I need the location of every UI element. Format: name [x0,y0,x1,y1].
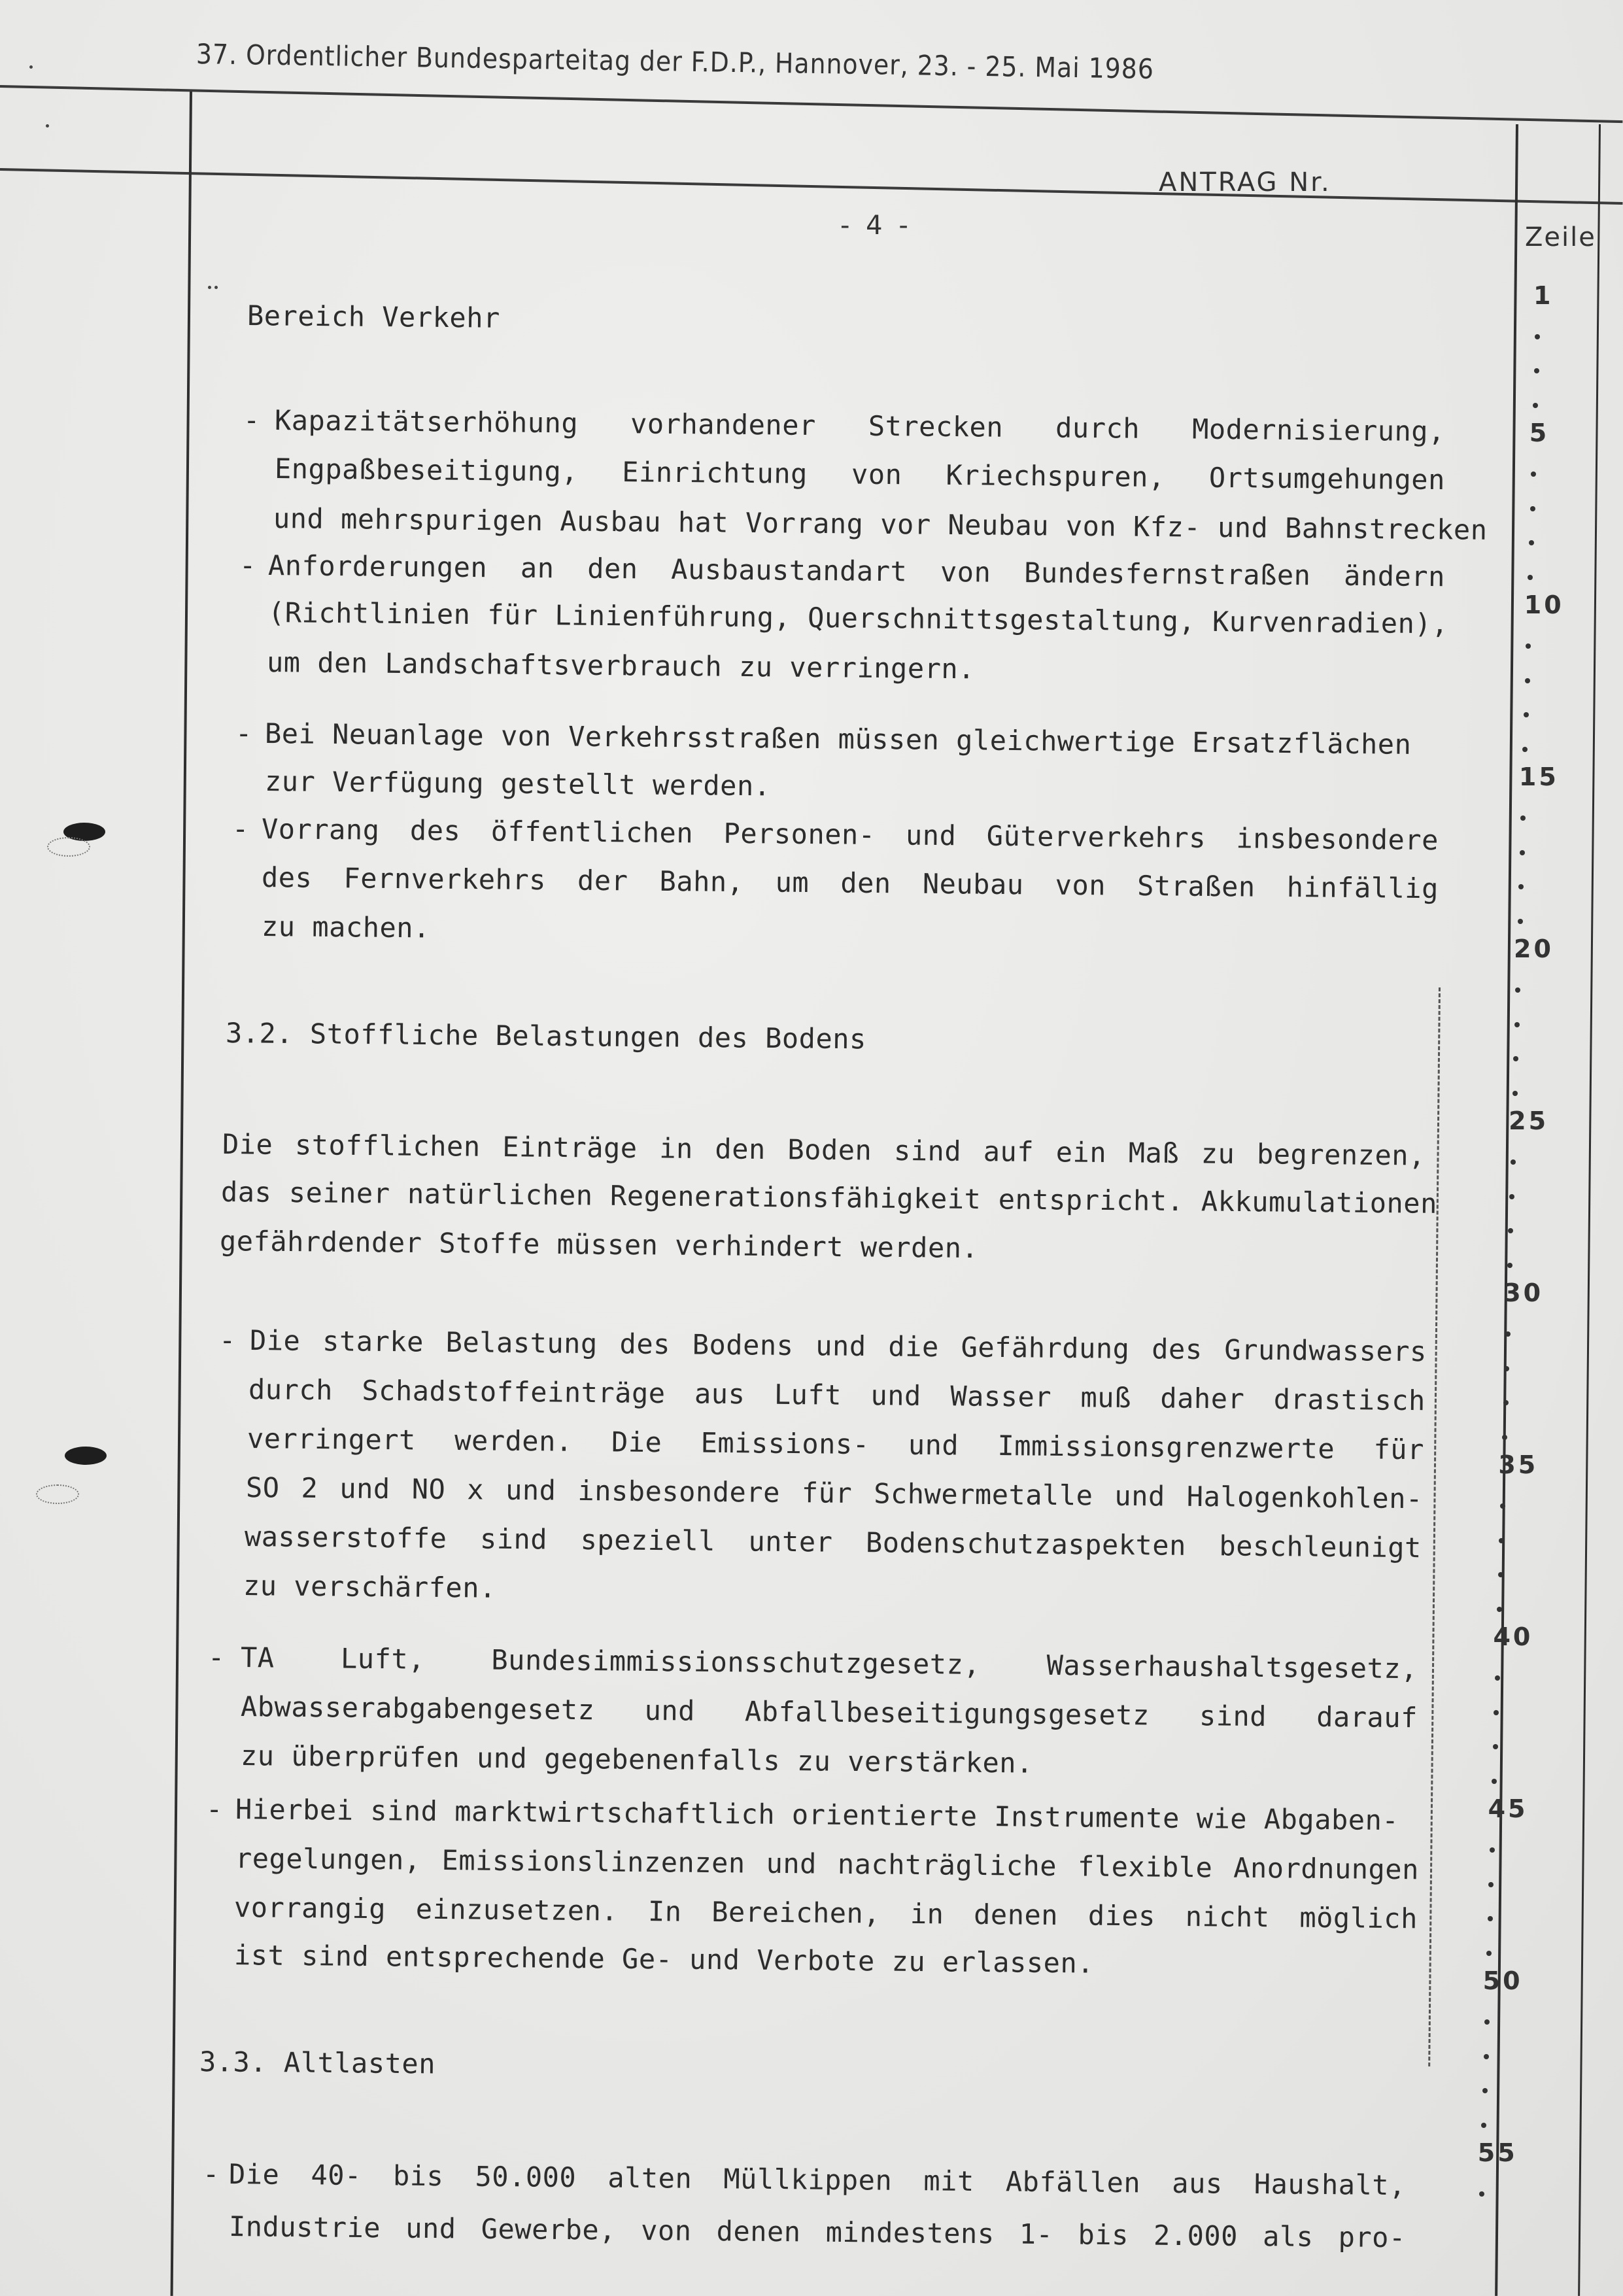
line-number-dot [1488,1916,1493,1921]
verkehr-item-line: des Fernverkehrs der Bahn, um den Neubau von Straßen hinfällig [261,861,1439,905]
section-3-3-item-line: Industrie und Gewerbe, von denen mindestens 1- bis 2.000 als pro- [228,2210,1407,2254]
verkehr-item-line: Kapazitätserhöhung vorhandener Strecken durch Modernisierung, [274,404,1446,448]
list-bullet: - [239,549,256,581]
line-number-dot [1534,368,1539,373]
punch-hole-shadow-bottom [36,1484,79,1504]
scan-speck [208,286,211,289]
line-number-dot [1514,1022,1520,1027]
section-3-2-item-line: zu überprüfen und gegebenenfalls zu verstärken. [240,1739,1034,1779]
line-number: 25 [1509,1106,1549,1136]
line-number-dot [1502,1435,1507,1440]
line-number-dot [1497,1607,1502,1612]
line-number-dot [1509,1194,1514,1199]
verkehr-item-line: und mehrspurigen Ausbau hat Vorrang vor Neubau von Kfz- und Bahnstrecken [273,502,1488,546]
line-number: 45 [1488,1794,1528,1824]
verkehr-item-line: Engpaßbeseitigung, Einrichtung von Kriechspuren, Ortsumgehungen [274,453,1446,496]
antrag-number-label: ANTRAG Nr. [1159,167,1331,197]
verkehr-item-line: um den Landschaftsverbrauch zu verringern. [266,646,976,685]
zeile-column-header: Zeile [1525,222,1596,252]
list-bullet: - [208,1641,225,1673]
verkehr-item-line: Anforderungen an den Ausbaustandart von Bundesfernstraßen ändern [267,549,1446,593]
line-number: 40 [1493,1622,1533,1652]
list-bullet: - [203,2158,220,2190]
line-number-dot [1488,1882,1494,1887]
section-3-2-item-line: regelungen, Emissionslinzenzen und nachträgliche flexible Anordnungen [235,1842,1420,1886]
section-3-2-item-line: Hierbei sind marktwirtschaftlich orientierte Instrumente wie Abgaben- [235,1793,1399,1837]
line-number-dot [1518,919,1523,924]
section-3-2-item-line: ist sind entsprechende Ge- und Verbote zu erlassen. [233,1939,1095,1979]
list-bullet: - [232,813,249,845]
section-3-2-item-line: SO 2 und NO x und insbesondere für Schwermetalle und Halogenkohlen- [245,1471,1424,1515]
scan-speck [214,286,218,289]
list-bullet: - [206,1793,223,1825]
scan-speck [29,65,33,69]
line-number-dot [1503,1400,1509,1405]
line-number: 55 [1477,2138,1518,2168]
line-number: 5 [1529,419,1550,448]
line-number-dot [1484,2054,1489,2059]
verkehr-item-line: (Richtlinien für Linienführung, Querschnittsgestaltung, Kurvenradien), [267,596,1449,640]
section-heading-3-3: 3.3. Altlasten [199,2046,436,2080]
section-3-2-item-line: Abwasserabgabengesetz und Abfallbeseitigungsgesetz sind darauf [240,1690,1418,1734]
section-3-3-item-line: Die 40- bis 50.000 alten Müllkippen mit Abfällen aus Haushalt, [228,2158,1407,2202]
line-number-dot [1495,1675,1500,1681]
line-number: 20 [1514,934,1554,964]
line-number-dot [1494,1710,1499,1715]
punch-hole-shadow-top [47,837,90,857]
section-3-2-item-line: TA Luft, Bundesimmissionsschutzgesetz, Wasserhaushaltsgesetz, [240,1641,1418,1685]
line-number: 1 [1533,281,1554,310]
line-number-dot [1512,1091,1518,1096]
line-number-dot [1492,1779,1497,1784]
section-3-2-item-line: zu verschärfen. [243,1569,497,1604]
line-number: 50 [1482,1966,1523,1996]
section-3-2-intro-line: gefährdender Stoffe müssen verhindert werden. [219,1225,979,1265]
line-number-dot [1499,1538,1504,1543]
verkehr-item-line: zu machen. [261,910,431,944]
line-number-dot [1498,1572,1503,1577]
line-number-dot [1520,850,1525,855]
section-heading-verkehr: Bereich Verkehr [247,300,501,334]
section-3-2-item-line: Die starke Belastung des Bodens und die Gefährdung des Grundwassers [249,1324,1427,1368]
section-3-2-intro-line: Die stofflichen Einträge in den Boden sind auf ein Maß zu begrenzen, [222,1128,1426,1172]
line-number-dot [1490,1847,1495,1853]
line-number-dot [1530,506,1535,511]
line-number: 10 [1524,591,1564,620]
line-number-dot [1505,1331,1511,1337]
page-number: - 4 - [840,211,912,241]
scan-speck [46,124,49,128]
section-3-2-item-line: wasserstoffe sind speziell unter Bodenschutzaspekten beschleunigt [244,1520,1422,1564]
list-bullet: - [243,404,260,436]
list-bullet: - [219,1324,236,1356]
verkehr-item-line: Bei Neuanlage von Verkehrsstraßen müssen gleichwertige Ersatzflächen [264,717,1412,761]
verkehr-item-line: Vorrang des öffentlichen Personen- und Güterverkehrs insbesondere [261,813,1439,857]
section-heading-3-2: 3.2. Stoffliche Belastungen des Bodens [225,1017,867,1055]
line-number-dot [1507,1263,1512,1268]
line-number: 30 [1503,1278,1544,1308]
line-number-dot [1525,678,1530,683]
line-number: 35 [1498,1450,1539,1480]
section-3-2-item-line: verringert werden. Die Emissions- und Immissionsgrenzwerte für [247,1422,1425,1466]
line-number-dot [1504,1366,1509,1371]
line-number-dot [1511,1159,1516,1165]
line-number: 15 [1518,762,1559,792]
verkehr-item-line: zur Verfügung gestellt werden. [264,765,771,802]
punch-hole-bottom [65,1447,107,1465]
section-3-2-item-line: vorrangig einzusetzen. In Bereichen, in denen dies nicht möglich [233,1891,1418,1935]
document-header-title: 37. Ordentlicher Bundesparteitag der F.D.P., Hannover, 23. - 25. Mai 1986 [196,38,1155,86]
section-3-2-intro-line: das seiner natürlichen Regenerationsfähigkeit entspricht. Akkumulationen [220,1176,1438,1220]
section-3-2-item-line: durch Schadstoffeinträge aus Luft und Wasser muß daher drastisch [248,1373,1426,1417]
line-number-dot [1500,1503,1505,1509]
line-number-dot [1493,1744,1498,1749]
list-bullet: - [235,717,252,749]
